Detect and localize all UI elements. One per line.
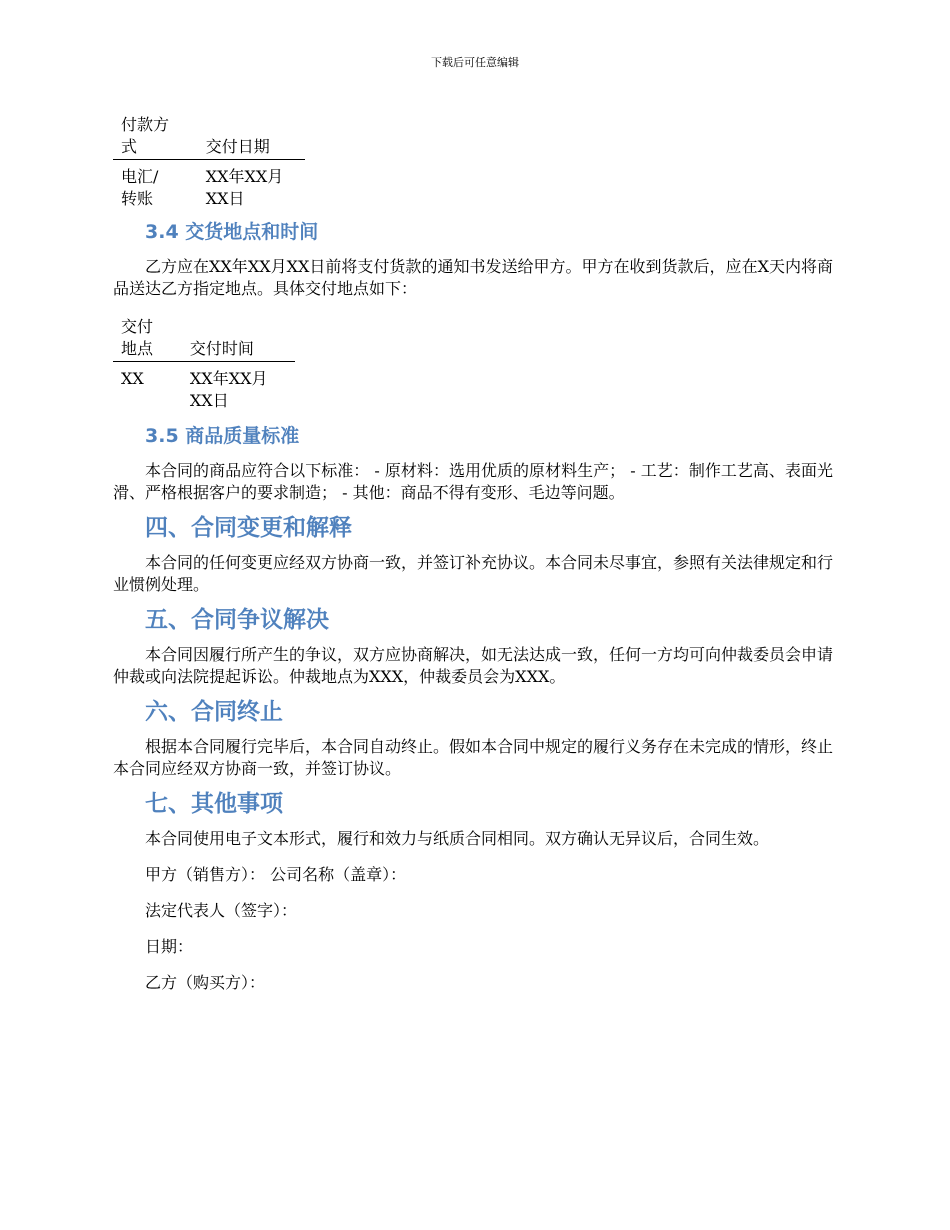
table-cell: 电汇/转账	[121, 167, 159, 208]
section-3-4-heading: 3.4 交货地点和时间	[145, 221, 319, 243]
section-7-paragraph: 本合同使用电子文本形式，履行和效力与纸质合同相同。双方确认无异议后，合同生效。	[145, 829, 770, 848]
table-header-cell: 交付地点	[113, 316, 166, 362]
table-header-cell: 交付时间	[166, 316, 295, 362]
table-cell: XX	[121, 369, 144, 388]
table-header-cell: 付款方式	[113, 114, 180, 160]
section-7-heading: 七、其他事项	[145, 791, 283, 817]
table-row	[113, 160, 305, 211]
section-4-paragraph: 本合同的任何变更应经双方协商一致，并签订补充协议。本合同未尽事宜，参照有关法律规定和行业惯例处理。	[113, 553, 834, 594]
payment-table	[113, 114, 305, 210]
section-3-5-paragraph: 本合同的商品应符合以下标准： - 原材料：选用优质的原材料生产； - 工艺：制作工艺高、表面光滑、严格根据客户的要求制造； - 其他：商品不得有变形、毛边等问题。	[113, 461, 833, 502]
delivery-table	[113, 316, 295, 412]
signature-legal-rep: 法定代表人（签字）：	[145, 901, 298, 920]
table-header-row	[113, 114, 305, 160]
table-header-cell: 交付日期	[180, 114, 305, 160]
document-body	[113, 114, 833, 994]
page-header: 下载后可任意编辑	[431, 56, 519, 69]
section-4-heading: 四、合同变更和解释	[145, 515, 352, 541]
section-3-4-paragraph: 乙方应在XX年XX月XX日前将支付货款的通知书发送给甲方。甲方在收到货款后，应在X天内将商品送达乙方指定地点。具体交付地点如下：	[113, 257, 833, 298]
signature-party-b: 乙方（购买方）：	[145, 973, 266, 992]
table-cell: XX年XX月XX日	[205, 167, 284, 208]
section-5-heading: 五、合同争议解决	[145, 607, 329, 633]
section-6-heading: 六、合同终止	[145, 699, 283, 725]
section-5-paragraph: 本合同因履行所产生的争议，双方应协商解决，如无法达成一致，任何一方均可向仲裁委员会申请仲裁或向法院提起诉讼。仲裁地点为XXX，仲裁委员会为XXX。	[113, 645, 834, 686]
table-row	[113, 362, 295, 413]
signature-party-a: 甲方（销售方）： 公司名称（盖章）：	[145, 865, 407, 884]
table-cell: XX年XX月XX日	[189, 369, 268, 410]
section-3-5-heading: 3.5 商品质量标准	[145, 425, 300, 447]
table-header-row	[113, 316, 295, 362]
signature-date: 日期：	[145, 937, 194, 956]
section-6-paragraph: 根据本合同履行完毕后，本合同自动终止。假如本合同中规定的履行义务存在未完成的情形，终止本合同应经双方协商一致，并签订协议。	[113, 737, 834, 778]
